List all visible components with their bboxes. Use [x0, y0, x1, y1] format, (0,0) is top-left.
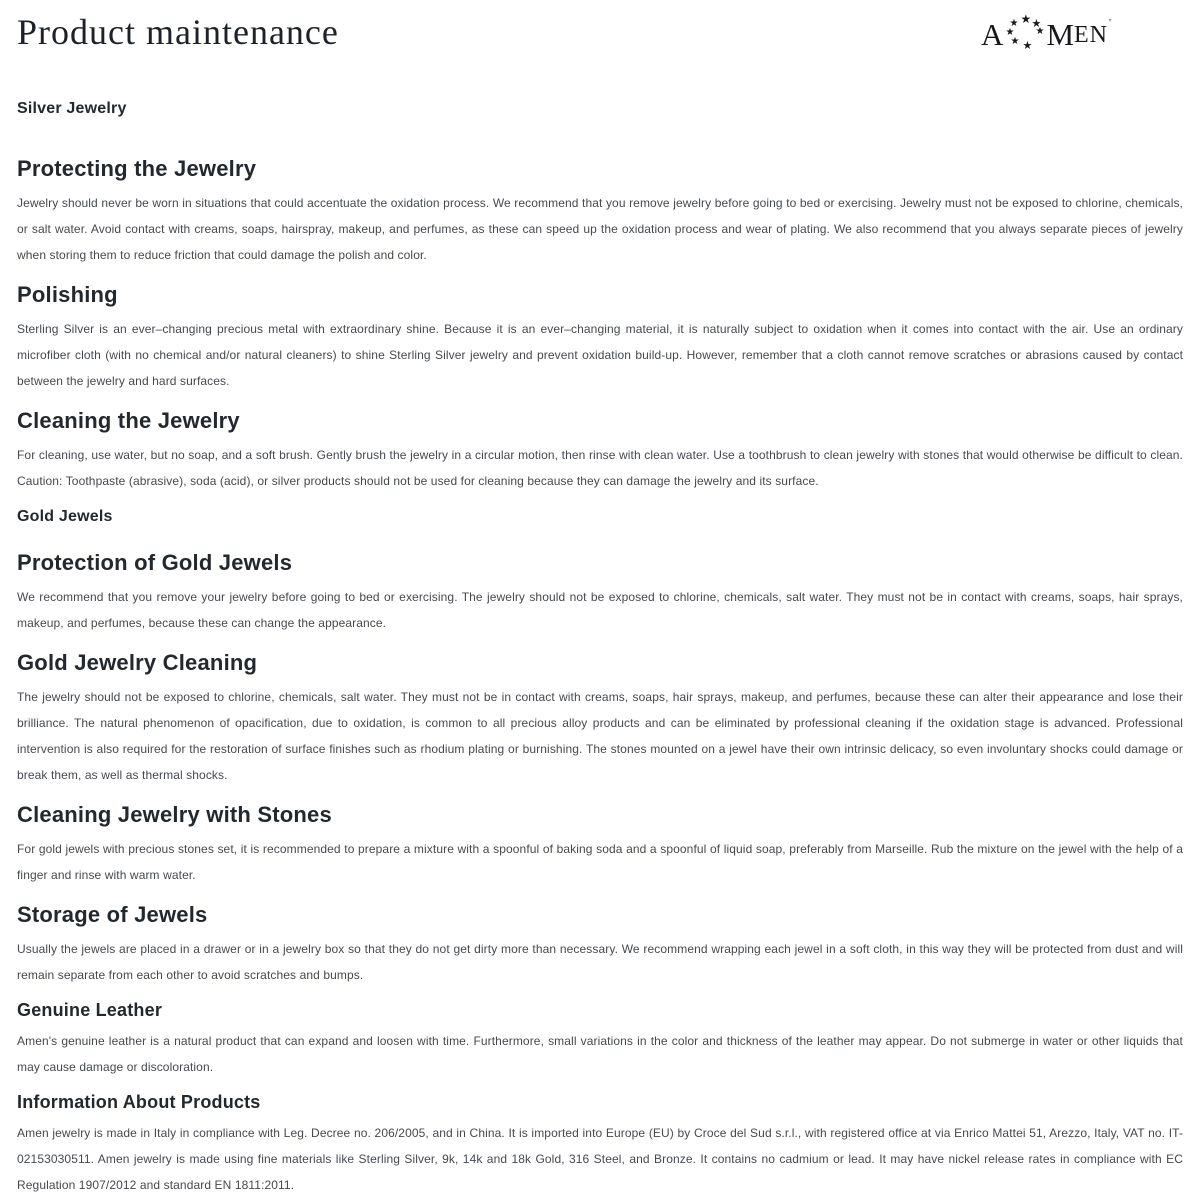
subheading-gold-jewels: Gold Jewels [17, 508, 113, 525]
star-icon: ★ [1031, 17, 1042, 30]
star-icon: ★ [1022, 39, 1033, 52]
section-cleaning-jewelry-with-stones [17, 800, 1183, 888]
section-protection-of-gold-jewels [17, 548, 1183, 636]
content [17, 98, 1183, 1198]
section-body: Amen jewelry is made in Italy in compliance with Leg. Decree no. 206/2005, and in China. It is imported into Europe (EU) by Croce del Sud s.r.l., with registered office at via Enrico Mattei 51, Arezzo, Italy, VAT no. IT-02153030511. Amen jewelry is made using fine materials like Sterling Silver, 9k, 14k and 18k Gold, 316 Steel, and Bronze. It contains no cadmium or lead. It may have nickel release rates in compliance with EC Regulation 1907/2012 and standard EN 1811:2011. [17, 1126, 1183, 1192]
section-gold-jewelry-cleaning [17, 648, 1183, 788]
section-protecting-the-jewelry [17, 154, 1183, 268]
section-genuine-leather [17, 998, 1183, 1080]
section-heading: Cleaning Jewelry with Stones [17, 802, 332, 827]
page-title: Product maintenance [17, 12, 339, 52]
section-body: Jewelry should never be worn in situations that could accentuate the oxidation process. We recommend that you remove jewelry before going to bed or exercising. Jewelry must not be exposed to chlorine, chemicals, or salt water. Avoid contact with creams, soaps, hairspray, makeup, and perfumes, as these can speed up the oxidation process and wear of plating. We also recommend that you always separate pieces of jewelry when storing them to reduce friction that could damage the polish and color. [17, 196, 1183, 262]
section-heading: Cleaning the Jewelry [17, 408, 240, 433]
page-header [17, 8, 1183, 56]
section-heading: Information About Products [17, 1092, 261, 1112]
logo-letters-en: EN [1074, 21, 1109, 48]
section-body: Sterling Silver is an ever–changing precious metal with extraordinary shine. Because it is an ever–changing material, it is naturally subject to oxidation when it comes into contact with the air. Use an ordinary microfiber cloth (with no chemical and/or natural cleaners) to shine Sterling Silver jewelry and prevent oxidation build-up. However, remember that a cloth cannot remove scratches or abrasions caused by contact between the jewelry and hard surfaces. [17, 322, 1183, 388]
section-heading: Gold Jewelry Cleaning [17, 650, 258, 675]
section-body: For gold jewels with precious stones set, it is recommended to prepare a mixture with a spoonful of baking soda and a spoonful of liquid soap, preferably from Marseille. Rub the mixture on the jewel with the help of a finger and rinse with warm water. [17, 842, 1183, 882]
section-body: The jewelry should not be exposed to chlorine, chemicals, salt water. They must not be in contact with creams, soaps, hair sprays, makeup, and perfumes, because these can alter their appearance and lose their brilliance. The natural phenomenon of opacification, due to oxidation, is common to all precious alloy products and can be eliminated by professional cleaning if the oxidation stage is advanced. Professional intervention is also required for the restoration of surface finishes such as rhodium plating or burnishing. The stones mounted on a jewel have their own intrinsic delicacy, so even involuntary shocks could damage or break them, as well as thermal shocks. [17, 690, 1183, 782]
amen-logo[interactable] [981, 12, 1111, 53]
logo-trademark-icon: ' [1109, 17, 1111, 29]
section-body: For cleaning, use water, but no soap, and a soft brush. Gently brush the jewelry in a circular motion, then rinse with clean water. Use a toothbrush to clean jewelry with stones that would otherwise be difficult to clean. Caution: Toothpaste (abrasive), soda (acid), or silver products should not be used for cleaning because they can damage the jewelry and its surface. [17, 448, 1183, 488]
section-body: We recommend that you remove your jewelry before going to bed or exercising. The jewelry should not be exposed to chlorine, chemicals, salt water. They must not be in contact with creams, soaps, hair sprays, makeup, and perfumes, because these can change the appearance. [17, 590, 1183, 630]
section-heading: Protecting the Jewelry [17, 156, 257, 181]
star-icon: ★ [1035, 26, 1045, 37]
star-icon: ★ [1020, 12, 1032, 26]
subheading-silver-jewelry: Silver Jewelry [17, 100, 127, 117]
section-body: Usually the jewels are placed in a drawer or in a jewelry box so that they do not get dirty more than necessary. We recommend wrapping each jewel in a soft cloth, in this way they will be protected from dust and will remain separate from each other to avoid scratches and bumps. [17, 942, 1183, 982]
section-heading: Protection of Gold Jewels [17, 550, 293, 575]
section-heading: Genuine Leather [17, 1000, 163, 1020]
star-icon: ★ [1010, 36, 1020, 47]
section-information-about-products [17, 1090, 1183, 1198]
section-body: Amen's genuine leather is a natural product that can expand and loosen with time. Furthermore, small variations in the color and thickness of the leather may appear. Do not submerge in water or other liquids that may cause damage or discoloration. [17, 1034, 1183, 1074]
star-icon: ★ [1005, 27, 1015, 38]
logo-letter-m: M [1046, 16, 1075, 52]
section-heading: Storage of Jewels [17, 902, 208, 927]
section-storage-of-jewels [17, 900, 1183, 988]
star-icon: ★ [1009, 18, 1019, 29]
section-polishing [17, 280, 1183, 394]
section-heading: Polishing [17, 282, 118, 307]
logo-letter-a: A [981, 16, 1004, 52]
star-ring-icon [1005, 12, 1045, 53]
section-cleaning-the-jewelry [17, 406, 1183, 494]
